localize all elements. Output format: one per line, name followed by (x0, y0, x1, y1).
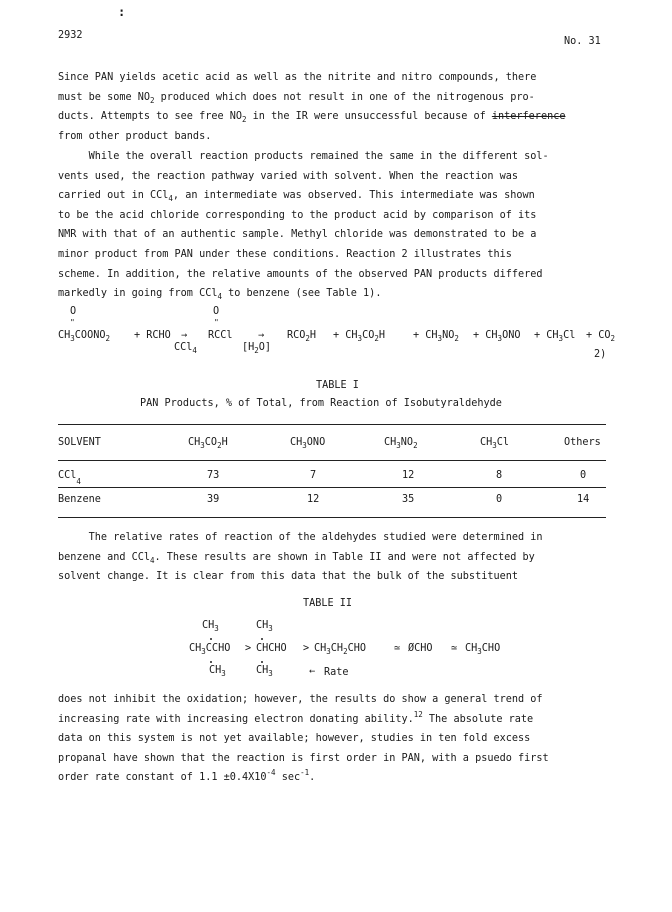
product-co2: + $CO_2$ (586, 330, 616, 343)
rate-label: Rate (324, 667, 349, 678)
cell-value: 7 (310, 470, 317, 481)
reactant-aldehyde: + RCHO (134, 330, 171, 341)
paragraph-4 (58, 690, 618, 788)
cell-value: 0 (580, 470, 587, 481)
issue-number: No. 31 (564, 36, 601, 47)
header-methyl-nitrite: $CH_3ONO$ (290, 437, 326, 450)
text-line: from other product bands. (58, 130, 212, 142)
text-line: must be some $NO_2$ produced which does not result in one of the nitrogenous pro- (58, 91, 535, 105)
substituent-methyl: $CH_3$ (256, 620, 273, 633)
table-rule (58, 487, 606, 488)
cell-value: 12 (307, 494, 320, 505)
header-nitromethane: $CH_3NO_2$ (384, 437, 418, 450)
product-methyl-nitrite: + $CH_3ONO$ (473, 330, 521, 343)
text-line: scheme. In addition, the relative amounts of the observed PAN products differed (58, 268, 543, 280)
cell-value: 12 (402, 470, 415, 481)
table-2-label: TABLE II (303, 598, 353, 609)
header-methyl-chloride: $CH_3Cl$ (480, 437, 510, 450)
paragraph-1 (58, 68, 618, 146)
header-mark: : (118, 5, 126, 19)
text-line: carried out in CCl$_4$, an intermediate was observed. This intermediate was shown (58, 190, 535, 204)
aldehyde-isobutyraldehyde: CHCHO (256, 643, 287, 654)
cell-value: 35 (402, 494, 415, 505)
carbonyl-o: O (213, 306, 220, 317)
text-line: propanal have shown that the reaction is first order in PAN, with a psuedo first (58, 752, 549, 764)
text-line: Since PAN yields acetic acid as well as the nitrite and nitro compounds, there (58, 72, 537, 83)
aldehyde-pivalaldehyde: $CH_3CCHO$ (189, 643, 231, 656)
aldehyde-benzaldehyde: ØCHO (408, 643, 433, 654)
product-acetic-acid: + $CH_3CO_2H$ (333, 330, 385, 343)
text-line: order rate constant of $1.1 \pm 0.4X10^{-4}$ $\sec^{-1}$. (58, 768, 316, 784)
aldehyde-acetaldehyde: $CH_3CHO$ (465, 643, 501, 656)
equation-number: 2) (594, 349, 607, 360)
header-solvent: SOLVENT (58, 437, 101, 448)
carbonyl-bond: " (70, 318, 75, 327)
approx-equal: ≃ (394, 643, 401, 654)
intermediate-acid-chloride: RCCl (208, 330, 233, 341)
bond-mark (261, 661, 263, 663)
arrow-icon: → (181, 330, 188, 341)
substituent-methyl: $CH_3$ (202, 620, 219, 633)
text-line: minor product from PAN under these conditions. Reaction 2 illustrates this (58, 248, 512, 260)
cell-value: 0 (496, 494, 503, 505)
struck-word: interference (491, 111, 566, 123)
paragraph-3 (58, 528, 618, 587)
cell-value: 8 (496, 470, 503, 481)
greater-than: > (303, 643, 310, 654)
text-line: to be the acid chloride corresponding to the product acid by comparison of its (58, 209, 537, 221)
text-line: The relative rates of reaction of the aldehydes studied were determined in (58, 532, 543, 543)
row-solvent: Benzene (58, 494, 101, 505)
reactant-pan: $CH_3COONO_2$ (58, 330, 110, 343)
aldehyde-propanal: $CH_3CH_2CHO$ (314, 643, 366, 656)
text-line: vents used, the reaction pathway varied with solvent. When the reaction was (58, 170, 519, 182)
cell-value: 14 (577, 494, 590, 505)
condition-water: $[H_2O]$ (242, 342, 272, 355)
bond-mark (261, 638, 263, 640)
header-acetic-acid: $CH_3CO_2H$ (188, 437, 228, 450)
row-solvent: CCl$_4$ (58, 470, 81, 486)
paragraph-2 (58, 147, 618, 304)
text-line: ducts. Attempts to see free $NO_2$ in the IR were unsuccessful because of interference (58, 111, 566, 125)
table-rule (58, 424, 606, 425)
bond-mark (210, 661, 212, 663)
header-others: Others (564, 437, 601, 448)
arrow-left-icon: ← (309, 666, 316, 677)
arrow-icon: → (258, 330, 265, 341)
approx-equal: ≃ (451, 643, 458, 654)
substituent-methyl: $CH_3$ (256, 665, 273, 678)
table-rule (58, 517, 606, 518)
table-1-caption: PAN Products, % of Total, from Reaction of Isobutyraldehyde (140, 398, 502, 409)
bond-mark (210, 638, 212, 640)
text-line: While the overall reaction products remained the same in the different sol- (58, 151, 549, 162)
page-number: 2932 (58, 30, 83, 41)
condition-ccl4: CCl$_4$ (174, 342, 197, 355)
text-line: markedly in going from CCl$_4$ to benzene (see Table 1). (58, 288, 382, 302)
substituent-methyl: $CH_3$ (209, 665, 226, 678)
product-acid: $RCO_2H$ (287, 330, 317, 343)
text-line: solvent change. It is clear from this data that the bulk of the substituent (58, 571, 519, 583)
text-line: data on this system is not yet available; however, studies in ten fold excess (58, 733, 531, 745)
greater-than: > (245, 643, 252, 654)
table-rule (58, 460, 606, 461)
text-line: increasing rate with increasing electron donating ability.$^{12}$ The absolute rate (58, 709, 534, 725)
product-methyl-chloride: + $CH_3Cl$ (534, 330, 576, 343)
carbonyl-o: O (70, 306, 77, 317)
cell-value: 39 (207, 494, 220, 505)
table-1-label: TABLE I (316, 380, 359, 391)
text-line: does not inhibit the oxidation; however, the results do show a general trend of (58, 694, 543, 705)
cell-value: 73 (207, 470, 220, 481)
carbonyl-bond: " (214, 318, 219, 327)
text-line: benzene and CCl$_4$. These results are shown in Table II and were not affected by (58, 551, 535, 565)
product-nitromethane: + $CH_3NO_2$ (413, 330, 459, 343)
text-line: NMR with that of an authentic sample. Methyl chloride was demonstrated to be a (58, 229, 537, 241)
